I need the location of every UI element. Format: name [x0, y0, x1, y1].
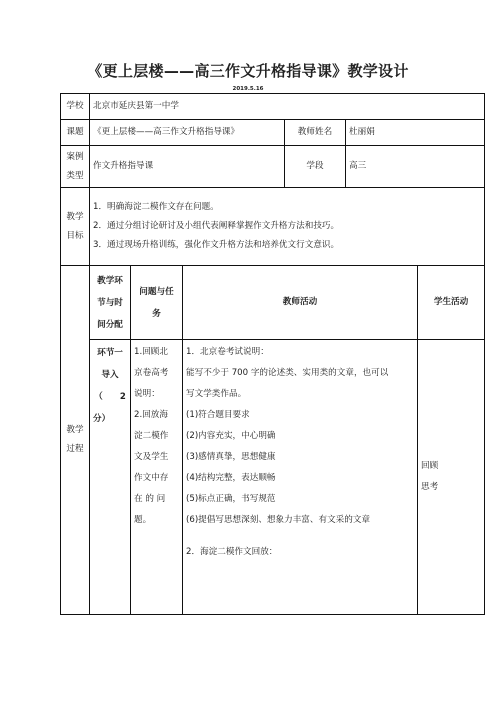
- topic-row: [61, 120, 485, 146]
- goals-row: [61, 188, 485, 266]
- case-row: [61, 146, 485, 188]
- teacher-activity-header: 教师活动: [183, 266, 418, 340]
- process-label: 教学 过程: [61, 266, 90, 615]
- teacher-name-label: 教师姓名: [285, 120, 346, 146]
- student-activity-header: 学生活动: [418, 266, 485, 340]
- teacher-name-value: 杜丽娟: [346, 120, 485, 146]
- goal-item: 1．明确海淀二模作文存在问题。: [93, 202, 219, 212]
- process-header-row: [61, 266, 485, 340]
- goals-label: 教学 目标: [61, 188, 90, 266]
- task-cell: 1.回顾北 京卷高考 说明： 2.回放海 淀二模作 文及学生 作文中存 在 的 问 题。: [131, 340, 183, 615]
- goal-item: 2．通过分组讨论研讨及小组代表阐释掌握作文升格方法和技巧。: [93, 221, 340, 231]
- topic-label: 课题: [61, 120, 90, 146]
- document-title: 《更上层楼——高三作文升格指导课》教学设计: [87, 62, 409, 80]
- case-type-value: 作文升格指导课: [90, 146, 285, 188]
- task-header: 问题与任 务: [131, 266, 183, 340]
- school-row: [61, 94, 485, 120]
- segment-header: 教学环 节与时 间分配: [90, 266, 131, 340]
- goals-list: [90, 188, 485, 266]
- document-date: 2019.5.16: [232, 86, 264, 92]
- school-label: 学校: [61, 94, 90, 120]
- stage-label: 学段: [285, 146, 346, 188]
- segment-cell: 环节一 导入 （ 2 分）: [90, 340, 131, 615]
- school-value: 北京市延庆县第一中学: [90, 94, 485, 120]
- teacher-activity-cell: 1．北京卷考试说明： 能写不少于 700 字的论述类、实用类的文章，也可以 写文学类作品。 (1)符合题目要求 (2)内容充实，中心明确 (3)感情真挚，思想健康 (4)结构完整，表达顺畅 (5)标点正确，书写规范 (6)提倡写思想深刻、想象力丰富、有文采的文章 2．海淀二模作文回放：: [183, 340, 418, 615]
- stage-value: 高三: [346, 146, 485, 188]
- student-activity-cell: 回顾 思考: [418, 340, 485, 615]
- lesson-plan-table: [60, 93, 485, 615]
- process-row-1: [61, 340, 485, 615]
- goal-item: 3．通过现场升格训练，强化作文升格方法和培养优文行文意识。: [93, 240, 340, 250]
- topic-value: 《更上层楼——高三作文升格指导课》: [90, 120, 285, 146]
- case-label: 案例 类型: [61, 146, 90, 188]
